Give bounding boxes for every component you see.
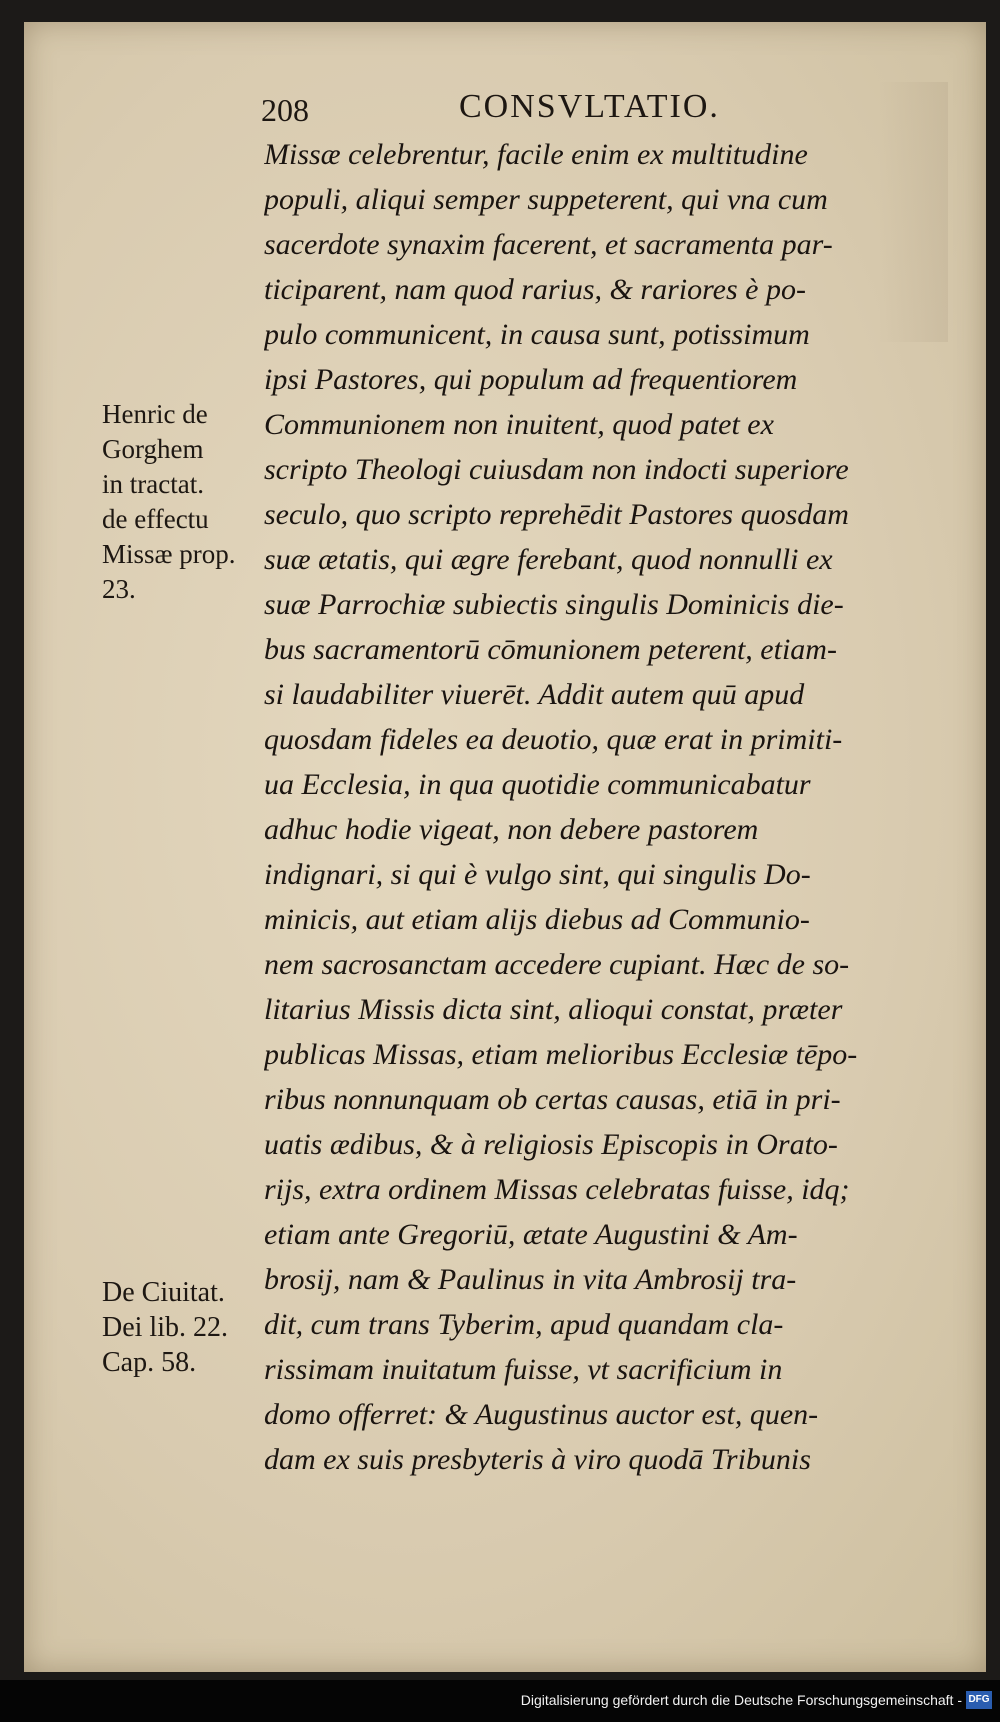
marginal-line: Gorghem (102, 434, 204, 464)
text-line: publicas Missas, etiam melioribus Ecclesiæ tēpo- (264, 1038, 858, 1071)
text-line: dit, cum trans Tyberim, apud quandam cla- (264, 1308, 784, 1341)
text-line: uatis ædibus, & à religiosis Episcopis in Orato- (264, 1128, 838, 1161)
text-line: scripto Theologi cuiusdam non indocti superiore (264, 453, 849, 486)
text-line: adhuc hodie vigeat, non debere pastorem (264, 813, 759, 846)
text-line: Communionem non inuitent, quod patet ex (264, 408, 774, 441)
text-line: ipsi Pastores, qui populum ad frequentiorem (264, 363, 798, 396)
marginal-note-ciuitat (102, 1275, 264, 1380)
text-line: si laudabiliter viuerēt. Addit autem quū apud (264, 678, 805, 711)
text-line: pulo communicent, in causa sunt, potissimum (264, 318, 810, 351)
text-line: ua Ecclesia, in qua quotidie communicabatur (264, 768, 811, 801)
marginal-note-henric (102, 397, 264, 607)
marginal-line: De Ciuitat. (102, 1277, 225, 1308)
text-line: sacerdote synaxim facerent, et sacramenta par- (264, 228, 833, 261)
text-line: dam ex suis presbyteris à viro quodā Tribunis (264, 1443, 811, 1476)
marginal-line: in tractat. (102, 469, 204, 499)
text-line: suæ ætatis, qui ægre ferebant, quod nonnulli ex (264, 543, 833, 576)
text-line: bus sacramentorū cōmunionem peterent, etiam- (264, 633, 837, 666)
page-header (24, 84, 986, 134)
text-line: ribus nonnunquam ob certas causas, etiā in pri- (264, 1083, 841, 1116)
text-line: etiam ante Gregoriū, ætate Augustini & Am- (264, 1218, 798, 1251)
marginal-line: de effectu (102, 504, 209, 534)
marginal-line: Cap. 58. (102, 1347, 197, 1378)
text-line: populi, aliqui semper suppeterent, qui vna cum (264, 183, 828, 216)
page-number: 208 (261, 92, 309, 128)
text-line: nem sacrosanctam accedere cupiant. Hæc de so- (264, 948, 850, 981)
running-head: CONSVLTATIO. (459, 88, 720, 125)
text-line: quosdam fideles ea deuotio, quæ erat in primiti- (264, 723, 843, 756)
text-line: brosij, nam & Paulinus in vita Ambrosij tra- (264, 1263, 797, 1296)
text-line: Missæ celebrentur, facile enim ex multitudine (264, 138, 808, 171)
text-line: seculo, quo scripto reprehēdit Pastores quosdam (264, 498, 849, 531)
text-line: ticiparent, nam quod rarius, & rariores è po- (264, 273, 806, 306)
marginal-line: Missæ prop. (102, 539, 236, 569)
book-page (24, 22, 986, 1672)
text-line: suæ Parrochiæ subiectis singulis Dominicis die- (264, 588, 844, 621)
text-line: indignari, si qui è vulgo sint, qui singulis Do- (264, 858, 811, 891)
marginal-line: Dei lib. 22. (102, 1312, 228, 1343)
text-line: domo offerret: & Augustinus auctor est, quen- (264, 1398, 819, 1431)
marginal-line: 23. (102, 574, 136, 604)
marginal-line: Henric de (102, 399, 208, 429)
funding-credit: Digitalisierung gefördert durch die Deutsche Forschungsgemeinschaft - (520, 1692, 962, 1708)
dfg-logo-icon: DFG (966, 1691, 992, 1709)
text-line: rijs, extra ordinem Missas celebratas fuisse, idq; (264, 1173, 850, 1206)
text-line: minicis, aut etiam alijs diebus ad Communio- (264, 903, 810, 936)
main-text-block (264, 132, 964, 1482)
digitization-footer (0, 1680, 1000, 1722)
text-line: rissimam inuitatum fuisse, vt sacrificium in (264, 1353, 783, 1386)
text-line: litarius Missis dicta sint, alioqui constat, præter (264, 993, 843, 1026)
